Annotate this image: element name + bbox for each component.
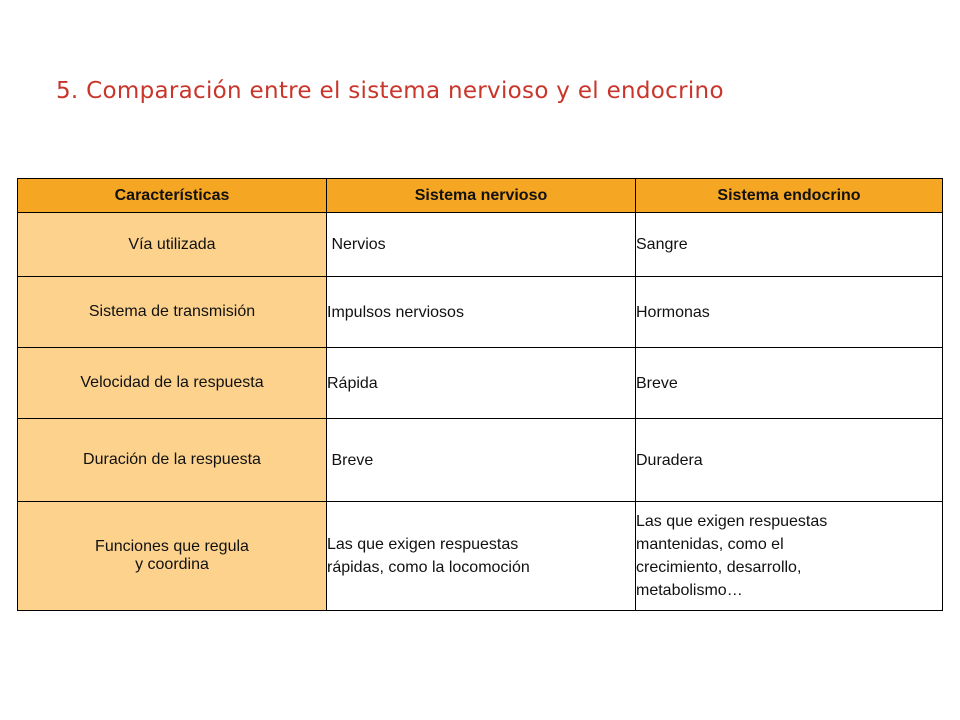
header-sistema-nervioso: Sistema nervioso (327, 179, 636, 213)
header-caracteristicas: Características (18, 179, 327, 213)
row-label: Funciones que regula y coordina (18, 502, 327, 611)
row-label: Velocidad de la respuesta (18, 348, 327, 419)
cell-endocrino: Hormonas (636, 277, 943, 348)
table-row (18, 348, 943, 419)
cell-nervioso: Nervios (327, 213, 636, 277)
row-label: Duración de la respuesta (18, 419, 327, 502)
table-row (18, 277, 943, 348)
cell-nervioso: Rápida (327, 348, 636, 419)
table-header-row (18, 179, 943, 213)
cell-nervioso: Las que exigen respuestas rápidas, como la locomoción (327, 502, 636, 611)
cell-endocrino: Las que exigen respuestas mantenidas, como el crecimiento, desarrollo, metabolismo… (636, 502, 943, 611)
cell-endocrino: Breve (636, 348, 943, 419)
cell-endocrino: Sangre (636, 213, 943, 277)
page-title: 5. Comparación entre el sistema nervioso y el endocrino (56, 78, 724, 104)
cell-endocrino: Duradera (636, 419, 943, 502)
row-label: Sistema de transmisión (18, 277, 327, 348)
table-row (18, 213, 943, 277)
cell-nervioso: Impulsos nerviosos (327, 277, 636, 348)
comparison-table (17, 178, 943, 611)
cell-nervioso: Breve (327, 419, 636, 502)
row-label: Vía utilizada (18, 213, 327, 277)
table-row (18, 502, 943, 611)
header-sistema-endocrino: Sistema endocrino (636, 179, 943, 213)
table-row (18, 419, 943, 502)
